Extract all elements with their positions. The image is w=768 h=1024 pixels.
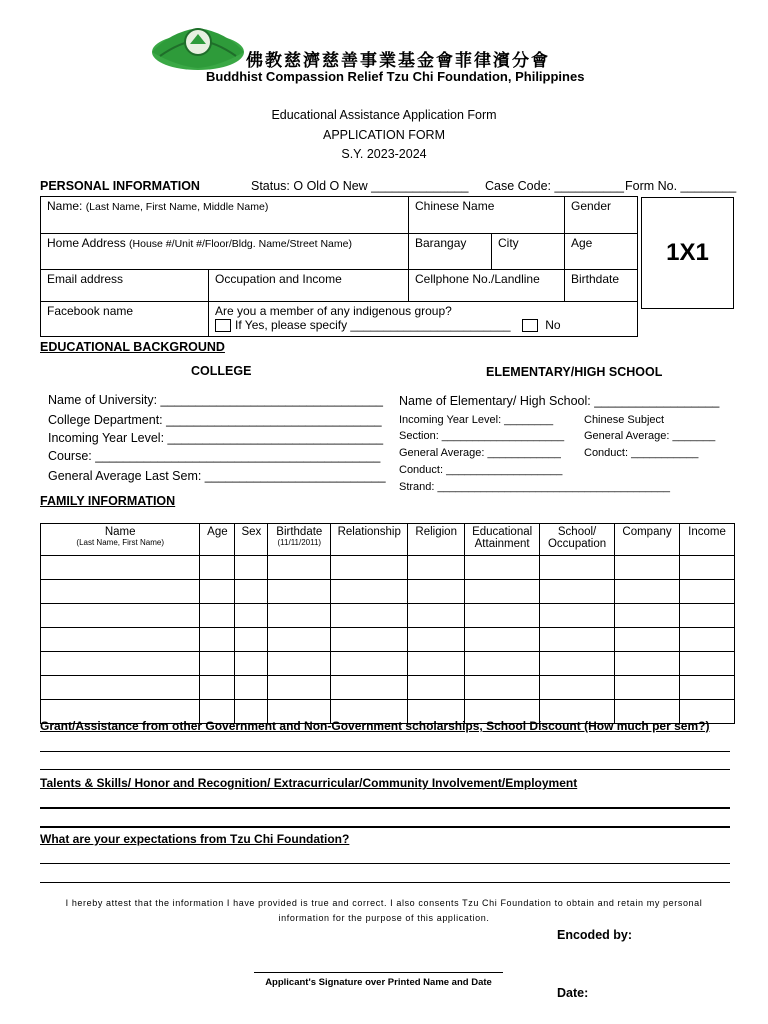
- education-heading: EDUCATIONAL BACKGROUND: [40, 340, 225, 354]
- photo-box: 1X1: [641, 197, 734, 309]
- col-name: Name (Last Name, First Name): [41, 524, 200, 556]
- family-row[interactable]: [41, 580, 735, 604]
- family-table: [40, 523, 735, 724]
- if-yes-label: If Yes, please specify ________________________: [235, 318, 511, 332]
- col-sex: Sex: [235, 524, 268, 556]
- col-religion: Religion: [408, 524, 465, 556]
- col-school-occupation: School/ Occupation: [540, 524, 615, 556]
- home-address-cell[interactable]: Home Address (House #/Unit #/Floor/Bldg. Name/Street Name): [41, 234, 409, 270]
- conduct-field[interactable]: Conduct: ___________________: [399, 464, 563, 476]
- no-label: No: [545, 318, 561, 332]
- expectations-question: What are your expectations from Tzu Chi Foundation?: [40, 832, 350, 846]
- form-subtitle: APPLICATION FORM: [322, 128, 445, 142]
- grant-answer-line[interactable]: [40, 751, 730, 752]
- strand-field[interactable]: Strand: ______________________________________: [399, 481, 670, 493]
- family-heading: FAMILY INFORMATION: [40, 494, 176, 508]
- col-birthdate: Birthdate (11/11/2011): [268, 524, 331, 556]
- signature-line[interactable]: [254, 972, 503, 973]
- occupation-cell[interactable]: Occupation and Income: [209, 270, 409, 302]
- year-level-field[interactable]: Incoming Year Level: _______________________________: [48, 431, 384, 445]
- col-education: Educational Attainment: [465, 524, 540, 556]
- indigenous-question: Are you a member of any indigenous group?: [215, 304, 452, 318]
- if-yes-checkbox[interactable]: [215, 319, 231, 332]
- org-name-chinese: 佛教慈濟慈善事業基金會菲律濱分會: [246, 51, 550, 71]
- org-name-english: Buddhist Compassion Relief Tzu Chi Foundation, Philippines: [206, 69, 585, 84]
- family-row[interactable]: [41, 604, 735, 628]
- family-row[interactable]: [41, 556, 735, 580]
- talents-answer-line[interactable]: [40, 807, 730, 809]
- chinese-gen-avg-field[interactable]: General Average: _______: [584, 430, 716, 442]
- school-year: S.Y. 2023-2024: [341, 147, 427, 161]
- city-cell[interactable]: City: [492, 234, 565, 270]
- elem-hs-heading: ELEMENTARY/HIGH SCHOOL: [486, 365, 663, 379]
- university-field[interactable]: Name of University: ________________________________: [48, 393, 383, 407]
- col-relationship: Relationship: [331, 524, 408, 556]
- grant-answer-line[interactable]: [40, 769, 730, 770]
- family-row[interactable]: [41, 628, 735, 652]
- expectations-answer-line[interactable]: [40, 863, 730, 864]
- form-no-field[interactable]: Form No. ________: [625, 179, 737, 193]
- expectations-answer-line[interactable]: [40, 882, 730, 883]
- family-row[interactable]: [41, 676, 735, 700]
- encoded-by-label: Encoded by:: [557, 928, 633, 942]
- email-cell[interactable]: Email address: [41, 270, 209, 302]
- barangay-cell[interactable]: Barangay: [409, 234, 492, 270]
- chinese-conduct-field[interactable]: Conduct: ___________: [584, 447, 699, 459]
- col-age: Age: [200, 524, 235, 556]
- gen-avg-field[interactable]: General Average: ____________: [399, 447, 561, 459]
- elem-year-field[interactable]: Incoming Year Level: ________: [399, 414, 554, 426]
- tzu-chi-logo: [150, 22, 246, 74]
- name-cell[interactable]: Name: (Last Name, First Name, Middle Name): [41, 197, 409, 234]
- col-income: Income: [679, 524, 734, 556]
- birthdate-cell[interactable]: Birthdate: [565, 270, 638, 302]
- family-row[interactable]: [41, 652, 735, 676]
- attestation-text: I hereby attest that the information I have provided is true and correct. I also consents Tzu Chi Foundation to obtain and retain my personal information for the purpose of this application.: [65, 898, 703, 923]
- talents-question: Talents & Skills/ Honor and Recognition/ Extracurricular/Community Involvement/Employment: [40, 776, 578, 790]
- talents-answer-line[interactable]: [40, 826, 730, 828]
- age-cell[interactable]: Age: [565, 234, 638, 270]
- case-code-field[interactable]: Case Code: __________: [485, 179, 625, 193]
- signature-label: Applicant's Signature over Printed Name and Date: [265, 977, 492, 988]
- college-heading: COLLEGE: [191, 364, 252, 378]
- status-field[interactable]: Status: O Old O New ______________: [251, 179, 469, 193]
- col-company: Company: [615, 524, 680, 556]
- department-field[interactable]: College Department: _______________________________: [48, 413, 382, 427]
- grant-question: Grant/Assistance from other Government and Non-Government scholarships, School Discount (How much per sem?): [40, 719, 710, 733]
- gender-cell[interactable]: Gender: [565, 197, 638, 234]
- date-label: Date:: [557, 986, 589, 1000]
- chinese-subject-label: Chinese Subject: [584, 414, 665, 426]
- indigenous-cell: [209, 302, 638, 337]
- course-field[interactable]: Course: _________________________________________: [48, 449, 381, 463]
- cellphone-cell[interactable]: Cellphone No./Landline: [409, 270, 565, 302]
- form-title: Educational Assistance Application Form: [271, 108, 497, 122]
- no-checkbox[interactable]: [522, 319, 538, 332]
- personal-info-table: [40, 196, 638, 337]
- section-field[interactable]: Section: ____________________: [399, 430, 565, 442]
- chinese-name-cell[interactable]: Chinese Name: [409, 197, 565, 234]
- facebook-cell[interactable]: Facebook name: [41, 302, 209, 337]
- elem-school-field[interactable]: Name of Elementary/ High School: __________________: [399, 394, 720, 408]
- gen-avg-sem-field[interactable]: General Average Last Sem: __________________________: [48, 469, 386, 483]
- personal-info-heading: PERSONAL INFORMATION: [40, 179, 200, 193]
